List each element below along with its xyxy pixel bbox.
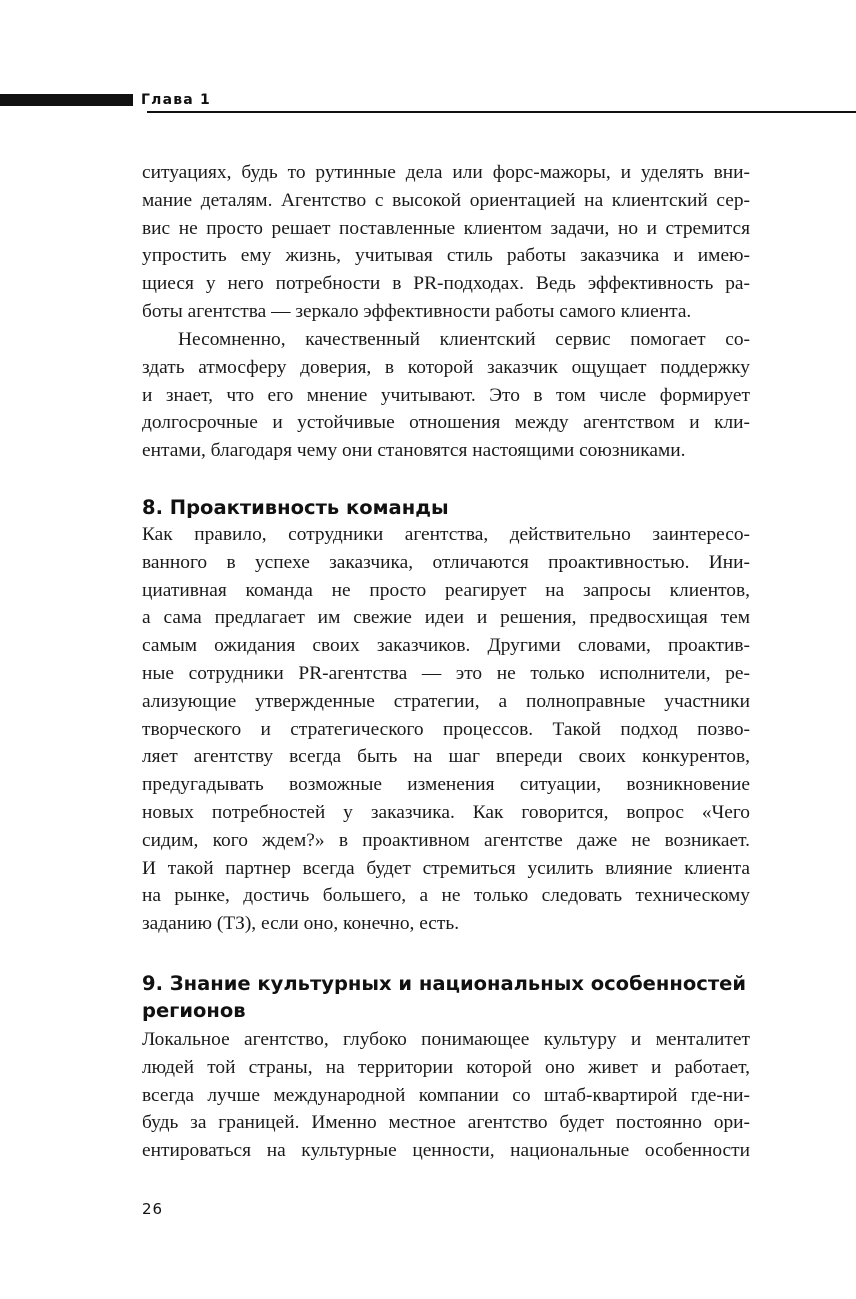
text-line: щиеся у него потребности в PR-подходах. Ведь эффективность ра-: [142, 273, 750, 295]
section-8-heading: 8. Проактивность команды: [142, 496, 449, 519]
text-line: новых потребностей у заказчика. Как говорится, вопрос «Чего: [142, 801, 750, 823]
text-line: сидим, кого ждем?» в проактивном агентстве даже не возникает.: [142, 829, 750, 851]
header-rule: [147, 111, 856, 113]
text-line: Как правило, сотрудники агентства, действительно заинтересо-: [142, 524, 750, 545]
text-line: самым ожидания своих заказчиков. Другими словами, проактив-: [142, 635, 750, 657]
text-line: заданию (ТЗ), если оно, конечно, есть.: [142, 913, 460, 935]
section-9-heading: [142, 970, 762, 1024]
text-line: на рынке, достичь большего, а не только следовать техническому: [142, 885, 750, 907]
text-line: Несомненно, качественный клиентский сервис помогает со-: [178, 329, 750, 350]
chapter-header-bar: [0, 94, 133, 106]
text-line: творческого и стратегического процессов. Такой подход позво-: [142, 718, 750, 740]
page-number: 26: [142, 1200, 164, 1218]
text-line: циативная команда не просто реагирует на запросы клиентов,: [142, 579, 750, 601]
section-9-heading-line: 9. Знание культурных и национальных особенностей: [142, 972, 747, 995]
chapter-title: Глава 1: [141, 92, 211, 108]
text-line: И такой партнер всегда будет стремиться усилить влияние клиента: [142, 857, 750, 879]
intro-paragraph: [142, 159, 750, 326]
text-line: мание деталям. Агентство с высокой ориентацией на клиентский сер-: [142, 189, 750, 211]
text-line: а сама предлагает им свежие идеи и решения, предвосхищая тем: [142, 607, 750, 629]
section-8-paragraph: [142, 521, 750, 938]
text-line: людей той страны, на территории которой оно живет и работает,: [142, 1056, 750, 1078]
text-line: долгосрочные и устойчивые отношения между агентством и кли-: [142, 412, 750, 434]
text-line: всегда лучше международной компании со штаб-квартирой где-ни-: [142, 1084, 750, 1106]
text-line: ситуациях, будь то рутинные дела или форс-мажоры, и уделять вни-: [142, 162, 750, 183]
text-line: ляет агентству всегда быть на шаг впереди своих конкурентов,: [142, 746, 750, 768]
text-line: ентироваться на культурные ценности, национальные особенности: [142, 1140, 750, 1162]
text-line: вис не просто решает поставленные клиентом задачи, но и стремится: [142, 217, 750, 239]
text-line: и знает, что его мнение учитывают. Это в том числе формирует: [142, 384, 750, 406]
text-line: здать атмосферу доверия, в которой заказчик ощущает поддержку: [142, 356, 750, 378]
text-line: ентами, благодаря чему они становятся настоящими союзниками.: [142, 440, 686, 462]
text-line: предугадывать возможные изменения ситуации, возникновение: [142, 774, 750, 796]
text-line: будь за границей. Именно местное агентство будет постоянно ори-: [142, 1112, 750, 1134]
text-line: боты агентства — зеркало эффективности работы самого клиента.: [142, 300, 692, 322]
text-line: Локальное агентство, глубоко понимающее культуру и менталитет: [142, 1029, 750, 1050]
text-line: ализующие утвержденные стратегии, а полноправные участники: [142, 690, 750, 712]
section-9-paragraph: [142, 1026, 750, 1165]
service-paragraph: [142, 326, 750, 465]
text-line: ные сотрудники PR-агентства — это не только исполнители, ре-: [142, 662, 750, 684]
text-line: упростить ему жизнь, учитывая стиль работы заказчика и имею-: [142, 245, 750, 267]
text-line: ванного в успехе заказчика, отличаются проактивностью. Ини-: [142, 551, 750, 573]
section-9-heading-line: регионов: [142, 999, 246, 1022]
